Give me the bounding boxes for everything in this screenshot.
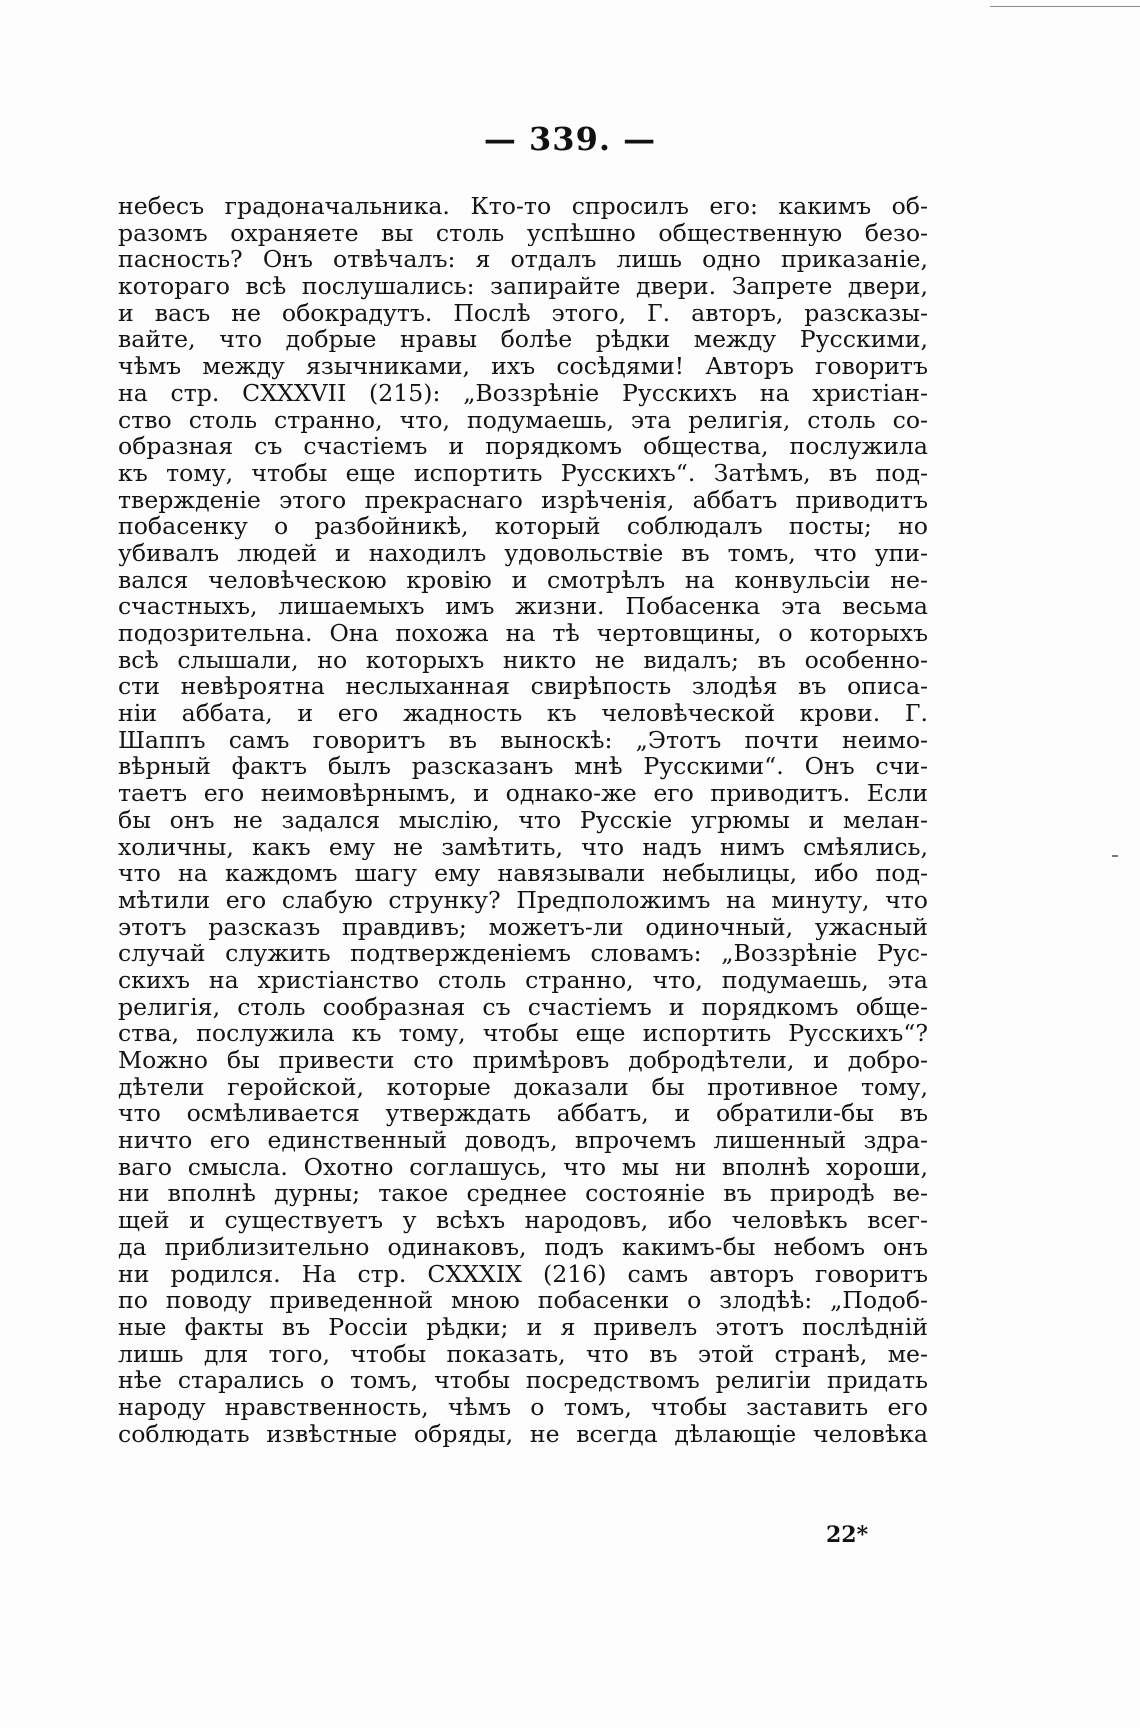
text-line: Можно бы привести сто примѣровъ добродѣтели, и добро- bbox=[118, 1047, 928, 1074]
text-line: ство столь странно, что, подумаешь, эта религія, столь со- bbox=[118, 406, 928, 434]
body-text bbox=[118, 193, 928, 1447]
text-line: разомъ охраняете вы столь успѣшно общественную безо- bbox=[118, 219, 928, 247]
text-line: таетъ его неимовѣрнымъ, и однако-же его приводитъ. Если bbox=[118, 780, 928, 807]
text-line: вѣрный фактъ былъ разсказанъ мнѣ Русскими“. Онъ счи- bbox=[118, 753, 928, 781]
text-line: нѣе старались о томъ, чтобы посредствомъ религіи придать bbox=[118, 1367, 928, 1394]
text-line: побасенку о разбойникѣ, который соблюдалъ посты; но bbox=[118, 513, 928, 540]
text-line: подозрительна. Она похожа на тѣ чертовщины, о которыхъ bbox=[118, 620, 928, 647]
text-line: счастныхъ, лишаемыхъ имъ жизни. Побасенка эта весьма bbox=[118, 593, 928, 620]
text-line: ные факты въ Россіи рѣдки; и я привелъ этотъ послѣдній bbox=[118, 1313, 928, 1341]
text-line: убивалъ людей и находилъ удовольствіе въ томъ, что упи- bbox=[118, 539, 928, 567]
text-line: случай служить подтвержденіемъ словамъ: „Воззрѣніе Рус- bbox=[118, 940, 928, 967]
page-number: — 339. — bbox=[483, 120, 657, 158]
text-line: сти невѣроятна неслыханная свирѣпость злодѣя въ описа- bbox=[118, 673, 928, 701]
text-line: образная съ счастіемъ и порядкомъ общества, послужила bbox=[118, 433, 928, 460]
text-line: что на каждомъ шагу ему навязывали небылицы, ибо под- bbox=[118, 860, 928, 887]
text-line: скихъ на христіанство столь странно, что, подумаешь, эта bbox=[118, 966, 928, 994]
scan-speck bbox=[1112, 855, 1118, 857]
text-line: этотъ разсказъ правдивъ; можетъ-ли одиночный, ужасный bbox=[118, 913, 928, 941]
text-line: твержденіе этого прекраснаго изрѣченія, аббатъ приводитъ bbox=[118, 486, 928, 514]
text-line: народу нравственность, чѣмъ о томъ, чтобы заставить его bbox=[118, 1393, 928, 1421]
text-line: и васъ не обокрадутъ. Послѣ этого, Г. авторъ, разсказы- bbox=[118, 299, 928, 327]
text-line: всѣ слышали, но которыхъ никто не видалъ; въ особенно- bbox=[118, 646, 928, 674]
text-line: да приблизительно одинаковъ, подъ какимъ-бы небомъ онъ bbox=[118, 1233, 928, 1261]
text-line: бы онъ не задался мыслію, что Русскіе угрюмы и мелан- bbox=[118, 806, 928, 834]
text-line: къ тому, чтобы еще испортить Русскихъ“. Затѣмъ, въ под- bbox=[118, 459, 928, 487]
text-line: Шаппъ самъ говоритъ въ выноскѣ: „Этотъ почти неимо- bbox=[118, 726, 928, 754]
scan-edge-rule bbox=[990, 6, 1140, 7]
text-line: ни вполнѣ дурны; такое среднее состояніе въ природѣ ве- bbox=[118, 1180, 928, 1208]
text-line: лишь для того, чтобы показать, что въ этой странѣ, ме- bbox=[118, 1340, 928, 1368]
text-line: холичны, какъ ему не замѣтить, что надъ нимъ смѣялись, bbox=[118, 833, 928, 861]
text-line: религія, столь сообразная съ счастіемъ и порядкомъ обще- bbox=[118, 993, 928, 1021]
text-line: ничто его единственный доводъ, впрочемъ лишенный здра- bbox=[118, 1127, 928, 1154]
text-line: небесъ градоначальника. Кто-то спросилъ его: какимъ об- bbox=[118, 193, 928, 220]
text-line: на стр. CXXXVII (215): „Воззрѣніе Русскихъ на христіан- bbox=[118, 379, 928, 407]
text-line: по поводу приведенной мною побасенки о злодѣѣ: „Подоб- bbox=[118, 1287, 928, 1314]
text-line: чѣмъ между язычниками, ихъ сосѣдями! Авторъ говоритъ bbox=[118, 353, 928, 380]
text-line: дѣтели геройской, которые доказали бы противное тому, bbox=[118, 1073, 928, 1101]
text-line: ваго смысла. Охотно соглашусь, что мы ни вполнѣ хороши, bbox=[118, 1153, 928, 1181]
text-line: вайте, что добрые нравы болѣе рѣдки между Русскими, bbox=[118, 326, 928, 354]
text-line: ни родился. На стр. CXXXIX (216) самъ авторъ говоритъ bbox=[118, 1260, 928, 1288]
text-line: ства, послужила къ тому, чтобы еще испортить Русскихъ“? bbox=[118, 1020, 928, 1047]
text-line: котораго всѣ послушались: запирайте двери. Запрете двери, bbox=[118, 273, 928, 300]
text-line: ніи аббата, и его жадность къ человѣческой крови. Г. bbox=[118, 700, 928, 727]
text-line: что осмѣливается утверждать аббатъ, и обратили-бы въ bbox=[118, 1100, 928, 1128]
text-line: пасность? Онъ отвѣчалъ: я отдалъ лишь одно приказаніе, bbox=[118, 246, 928, 274]
text-line: щей и существуетъ у всѣхъ народовъ, ибо человѣкъ всег- bbox=[118, 1207, 928, 1234]
text-line: соблюдать извѣстные обряды, не всегда дѣлающіе человѣка bbox=[118, 1420, 928, 1448]
text-line: вался человѣческою кровію и смотрѣлъ на конвульсіи не- bbox=[118, 566, 928, 594]
text-line: мѣтили его слабую струнку? Предположимъ на минуту, что bbox=[118, 886, 928, 914]
printer-signature-mark: 22* bbox=[826, 1522, 869, 1548]
